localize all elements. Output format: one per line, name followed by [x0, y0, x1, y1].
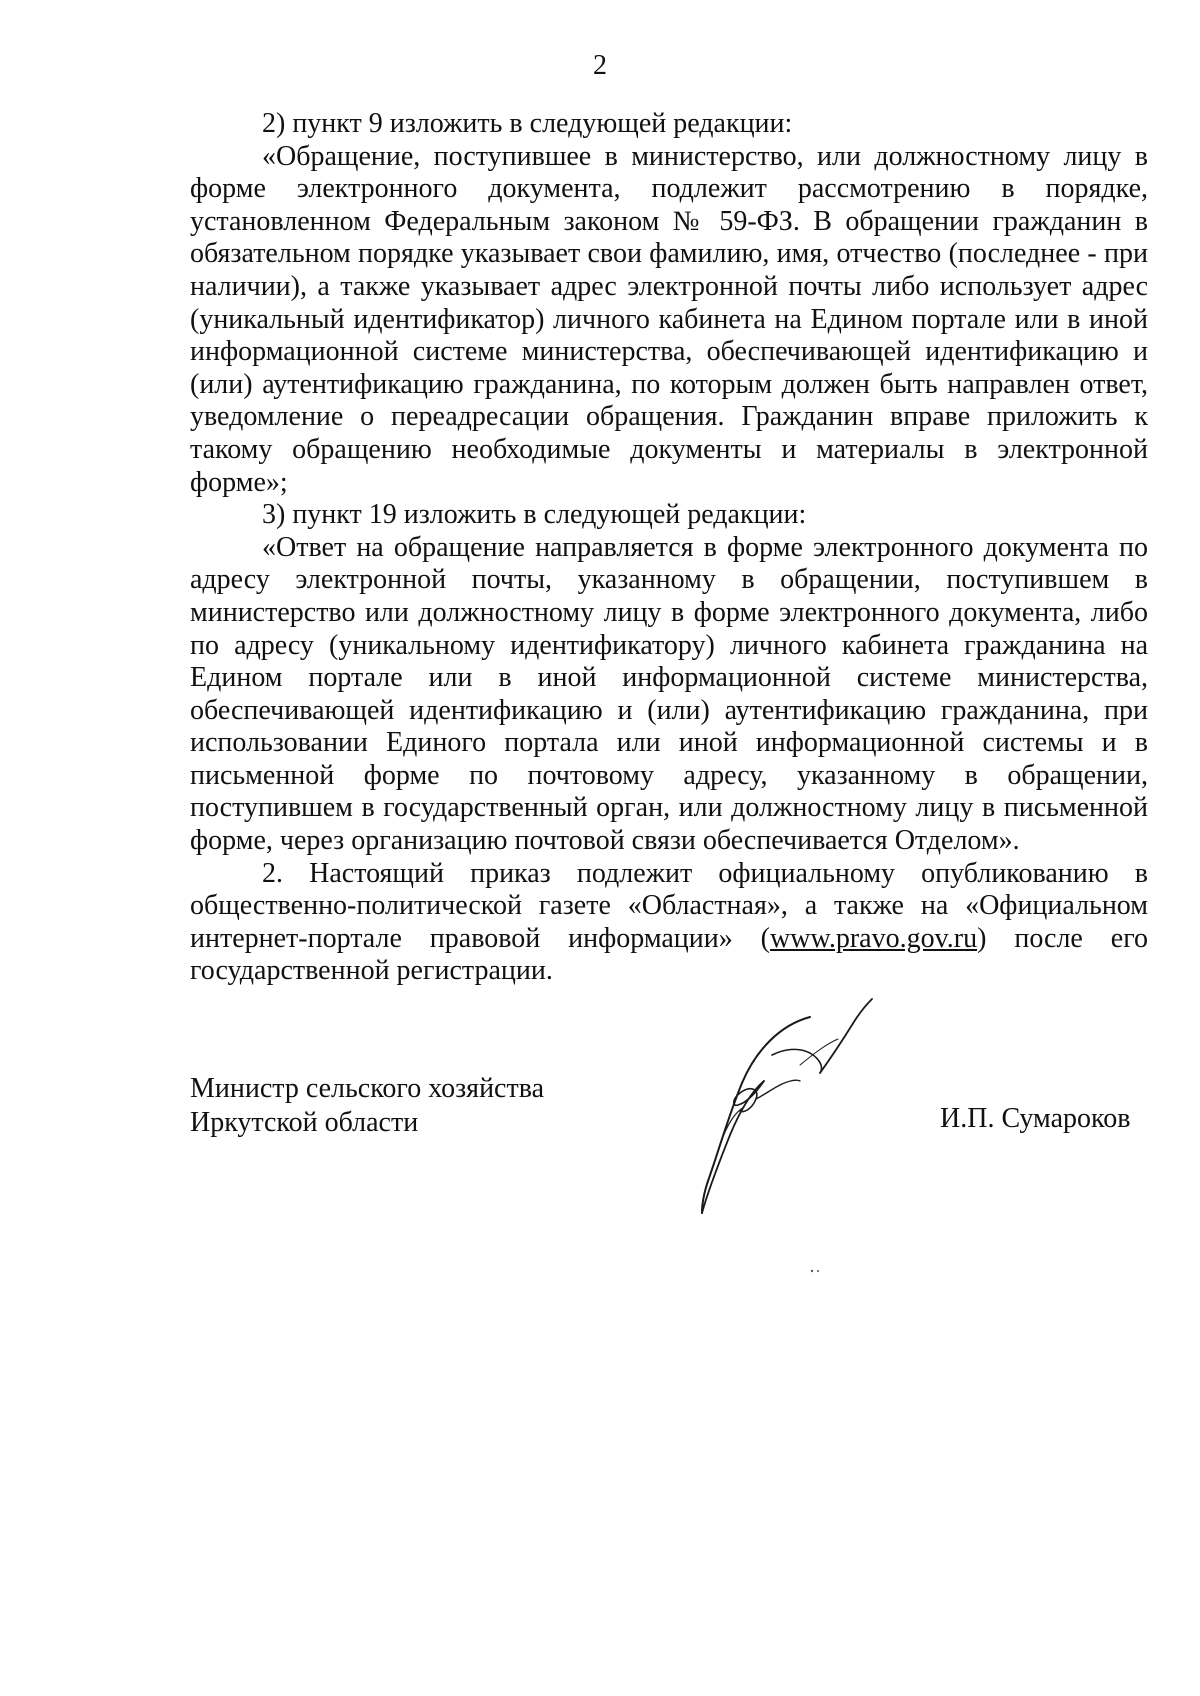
- paragraph-publication: [190, 858, 1148, 988]
- signer-position: [190, 1072, 544, 1140]
- scan-speck: [810, 1268, 822, 1274]
- paragraph-item-9-text: «Обращение, поступившее в министерство, или должностному лицу в форме электронного документа, подлежит рассмотрению в порядке, установленном Федеральным законом № 59-ФЗ. В обращении гражданин в обязательном порядке указывает свои фамилию, имя, отчество (последнее - при наличии), а также указывает адрес электронной почты либо использует адрес (уникальный идентификатор) личного кабинета на Едином портале или в иной информационной системе министерства, обеспечивающей идентификацию и (или) аутентификацию гражданина, по которым должен быть направлен ответ, уведомление о переадресации обращения. Гражданин вправе приложить к такому обращению необходимые документы и материалы в электронной форме»;: [190, 140, 1148, 498]
- signer-position-line-2: Иркутской области: [190, 1107, 419, 1138]
- signer-position-line-1: Министр сельского хозяйства: [190, 1073, 544, 1104]
- pravo-link[interactable]: www.pravo.gov.ru: [770, 922, 978, 954]
- paragraph-item-19-text: «Ответ на обращение направляется в форме электронного документа по адресу электронной почты, указанному в обращении, поступившем в министерство или должностному лицу в форме электронного документа, либо по адресу (уникальному идентификатору) личного кабинета гражданина на Едином портале или в иной информационной системе министерства, обеспечивающей идентификацию и (или) аутентификацию гражданина, при использовании Единого портала или иной информационной системы и в письменной форме по почтовому адресу, указанному в обращении, поступившем в государственный орган, или должностному лицу в письменной форме, через организацию почтовой связи обеспечивается Отделом».: [190, 531, 1148, 857]
- document-body: [190, 108, 1148, 988]
- signer-name: И.П. Сумароков: [940, 1103, 1131, 1134]
- page-number: 2: [593, 50, 607, 81]
- paragraph-item-9-intro: 2) пункт 9 изложить в следующей редакции:: [262, 108, 793, 139]
- paragraph-item-19-intro: 3) пункт 19 изложить в следующей редакции:: [262, 499, 807, 531]
- publication-text-after: ) после его государственной регистрации.: [190, 922, 1148, 987]
- handwritten-signature: [660, 995, 890, 1220]
- publication-text-before: 2. Настоящий приказ подлежит официальному опубликованию в общественно-политической газете «Областная», а также на «Официальном интернет-портале правовой информации» (: [190, 857, 1148, 954]
